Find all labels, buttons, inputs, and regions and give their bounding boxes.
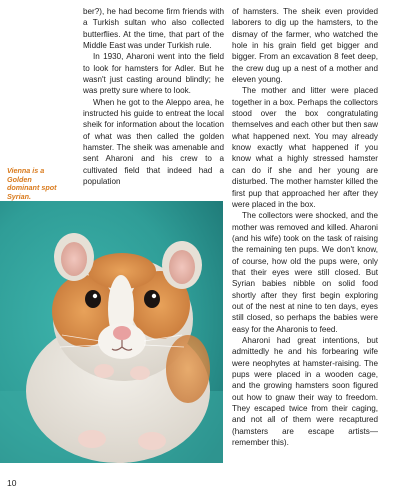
paragraph: When he got to the Aleppo area, he instructed his guide to entreat the local sheik for information about the location of what was then called the golden hamster. The sheik was amenable and sent Aharoni and his crew to a cultivated field that indeed had a population <box>83 97 224 187</box>
page-number: 10 <box>7 478 17 488</box>
paragraph: In 1930, Aharoni went into the field to look for hamsters for Adler. But he wasn't just casting around blindly; he was pretty sure where to look. <box>83 52 224 96</box>
paragraph: The mother and litter were placed together in a box. Perhaps the collectors stood over the box congratulating themselves and each other but then saw what happened next. You may already know exactly what happened if you know what a highly stressed hamster can do if she and her young are disturbed. The mother hamster killed the first pup that approached her after they were placed in the box. <box>232 86 378 209</box>
photo-caption: Vienna is a Golden dominant spot Syrian. <box>7 166 57 201</box>
hamster-photo <box>0 201 223 463</box>
text-column-middle <box>83 6 224 188</box>
paragraph: ber?), he had become firm friends with a Turkish sultan who also collected butterflies. At the time, that part of the Middle East was under Turkish rule. <box>83 7 224 51</box>
paragraph: Aharoni had great intentions, but admittedly he and his forbearing wife were neophytes at hamster-raising. The pups were placed in a wooden cage, and the growing hamsters soon figured out how to gnaw their way to freedom. They escaped twice from their caging, and not all of them were recaptured (hamsters are escape artists—remember this). <box>232 335 378 448</box>
paragraph: of hamsters. The sheik even provided laborers to dig up the hamsters, to the dismay of the farmer, who watched the hole in his grain field get bigger and bigger. From an excavation 8 feet deep, the crew dug up a nest of a mother and eleven young. <box>232 7 378 85</box>
paragraph: The collectors were shocked, and the mother was removed and killed. Aharoni (and his wife) took on the task of raising the remaining ten pups. We don't know, of course, how old the pups were, only that their eyes were still closed. But Syrian babies nibble on solid food shortly after they first begin exploring out of the nest at nine to ten days, eyes still closed, so perhaps the babies were easy for the Aharonis to feed. <box>232 211 378 334</box>
hamster-illustration <box>0 201 223 463</box>
text-column-right <box>232 6 378 448</box>
